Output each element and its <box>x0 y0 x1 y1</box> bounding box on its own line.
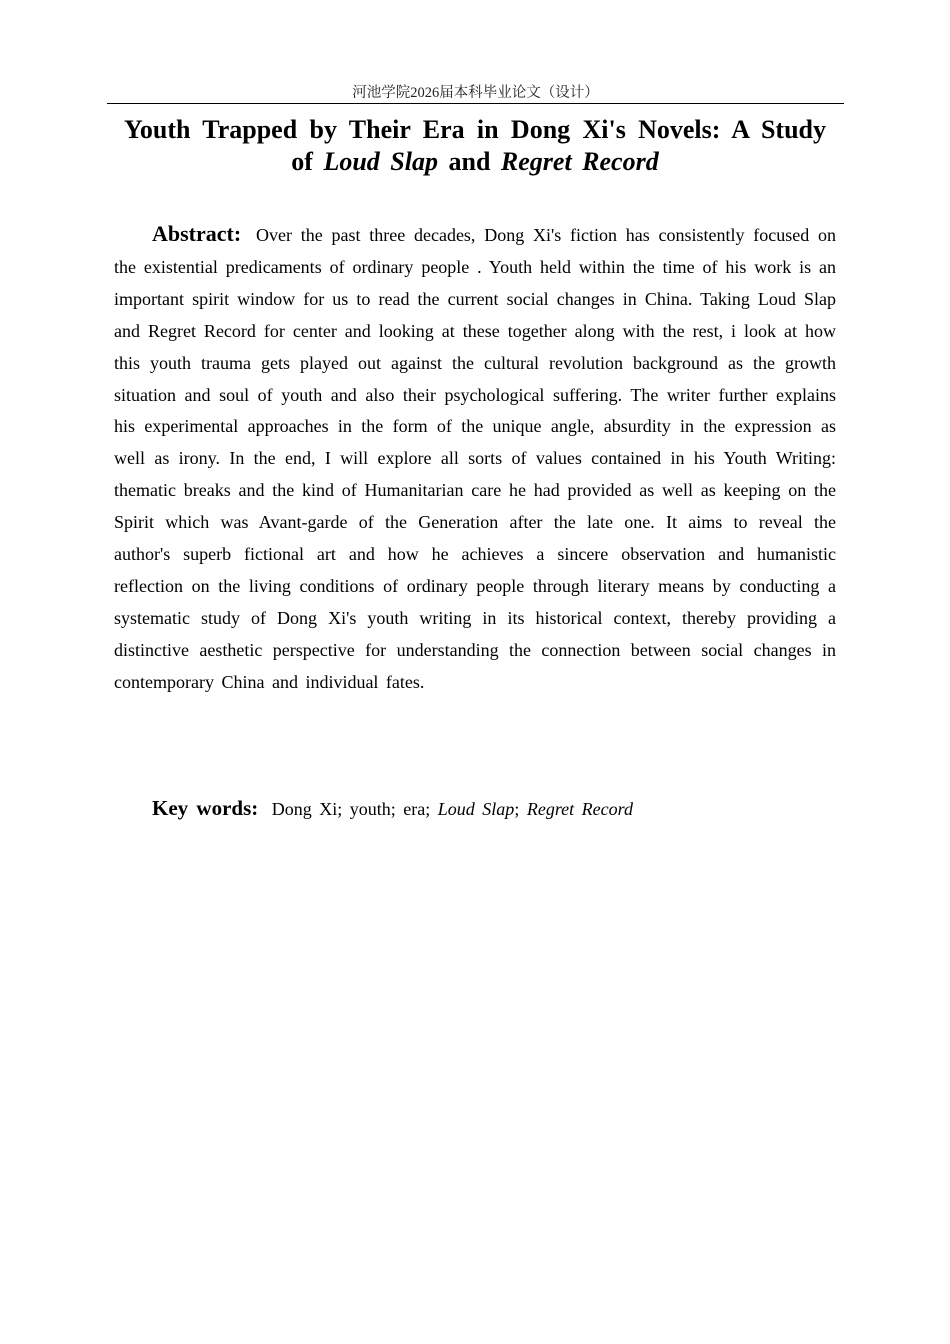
keyword-separator: ; <box>514 799 527 819</box>
keyword-separator: ; <box>425 799 438 819</box>
title-book-2: Regret Record <box>500 147 659 176</box>
running-header: 河池学院2026届本科毕业论文（设计） <box>107 84 844 104</box>
abstract-section <box>114 218 836 699</box>
title-line-1: Youth Trapped by Their Era in Dong Xi's Novels: A Study <box>124 115 826 144</box>
abstract-label: Abstract: <box>152 221 242 246</box>
keyword-separator: ; <box>390 799 404 819</box>
abstract-text: Over the past three decades, Dong Xi's fiction has consistently focused on the existential predicaments of ordinary people . Youth held within the time of his work is an important spirit window for us to read the current social changes in China. Taking Loud Slap and Regret Record for center and looking at these together along with the rest, i look at how this youth trauma gets played out against the cultural revolution background as the growth situation and soul of youth and also their psychological suffering. The writer further explains his experimental approaches in the form of the unique angle, absurdity in the expression as well as irony. In the end, I will explore all sorts of values contained in his Youth Writing: thematic breaks and the kind of Humanitarian care he had provided as well as keeping on the Spirit which was Avant-garde of the Generation after the late one. It aims to reveal the author's superb fictional art and how he achieves a sincere observation and humanistic reflection on the living conditions of ordinary people through literary means by conducting a systematic study of Dong Xi's youth writing in its historical context, thereby providing a distinctive aesthetic perspective for understanding the connection between social changes in contemporary China and individual fates. <box>114 225 836 692</box>
title-of-word: of <box>291 147 313 176</box>
keywords-label: Key words: <box>152 796 259 820</box>
keyword-item: Regret Record <box>526 799 633 819</box>
keyword-item: era <box>403 799 426 819</box>
title-line-2 <box>114 146 836 178</box>
keywords-section <box>152 794 836 823</box>
title-and-word: and <box>448 147 491 176</box>
keyword-separator: ; <box>337 799 350 819</box>
paper-title <box>114 114 836 178</box>
title-book-1: Loud Slap <box>323 147 438 176</box>
keyword-item: Loud Slap <box>437 799 515 819</box>
keyword-item: youth <box>349 799 391 819</box>
keyword-item: Dong Xi <box>271 799 338 819</box>
